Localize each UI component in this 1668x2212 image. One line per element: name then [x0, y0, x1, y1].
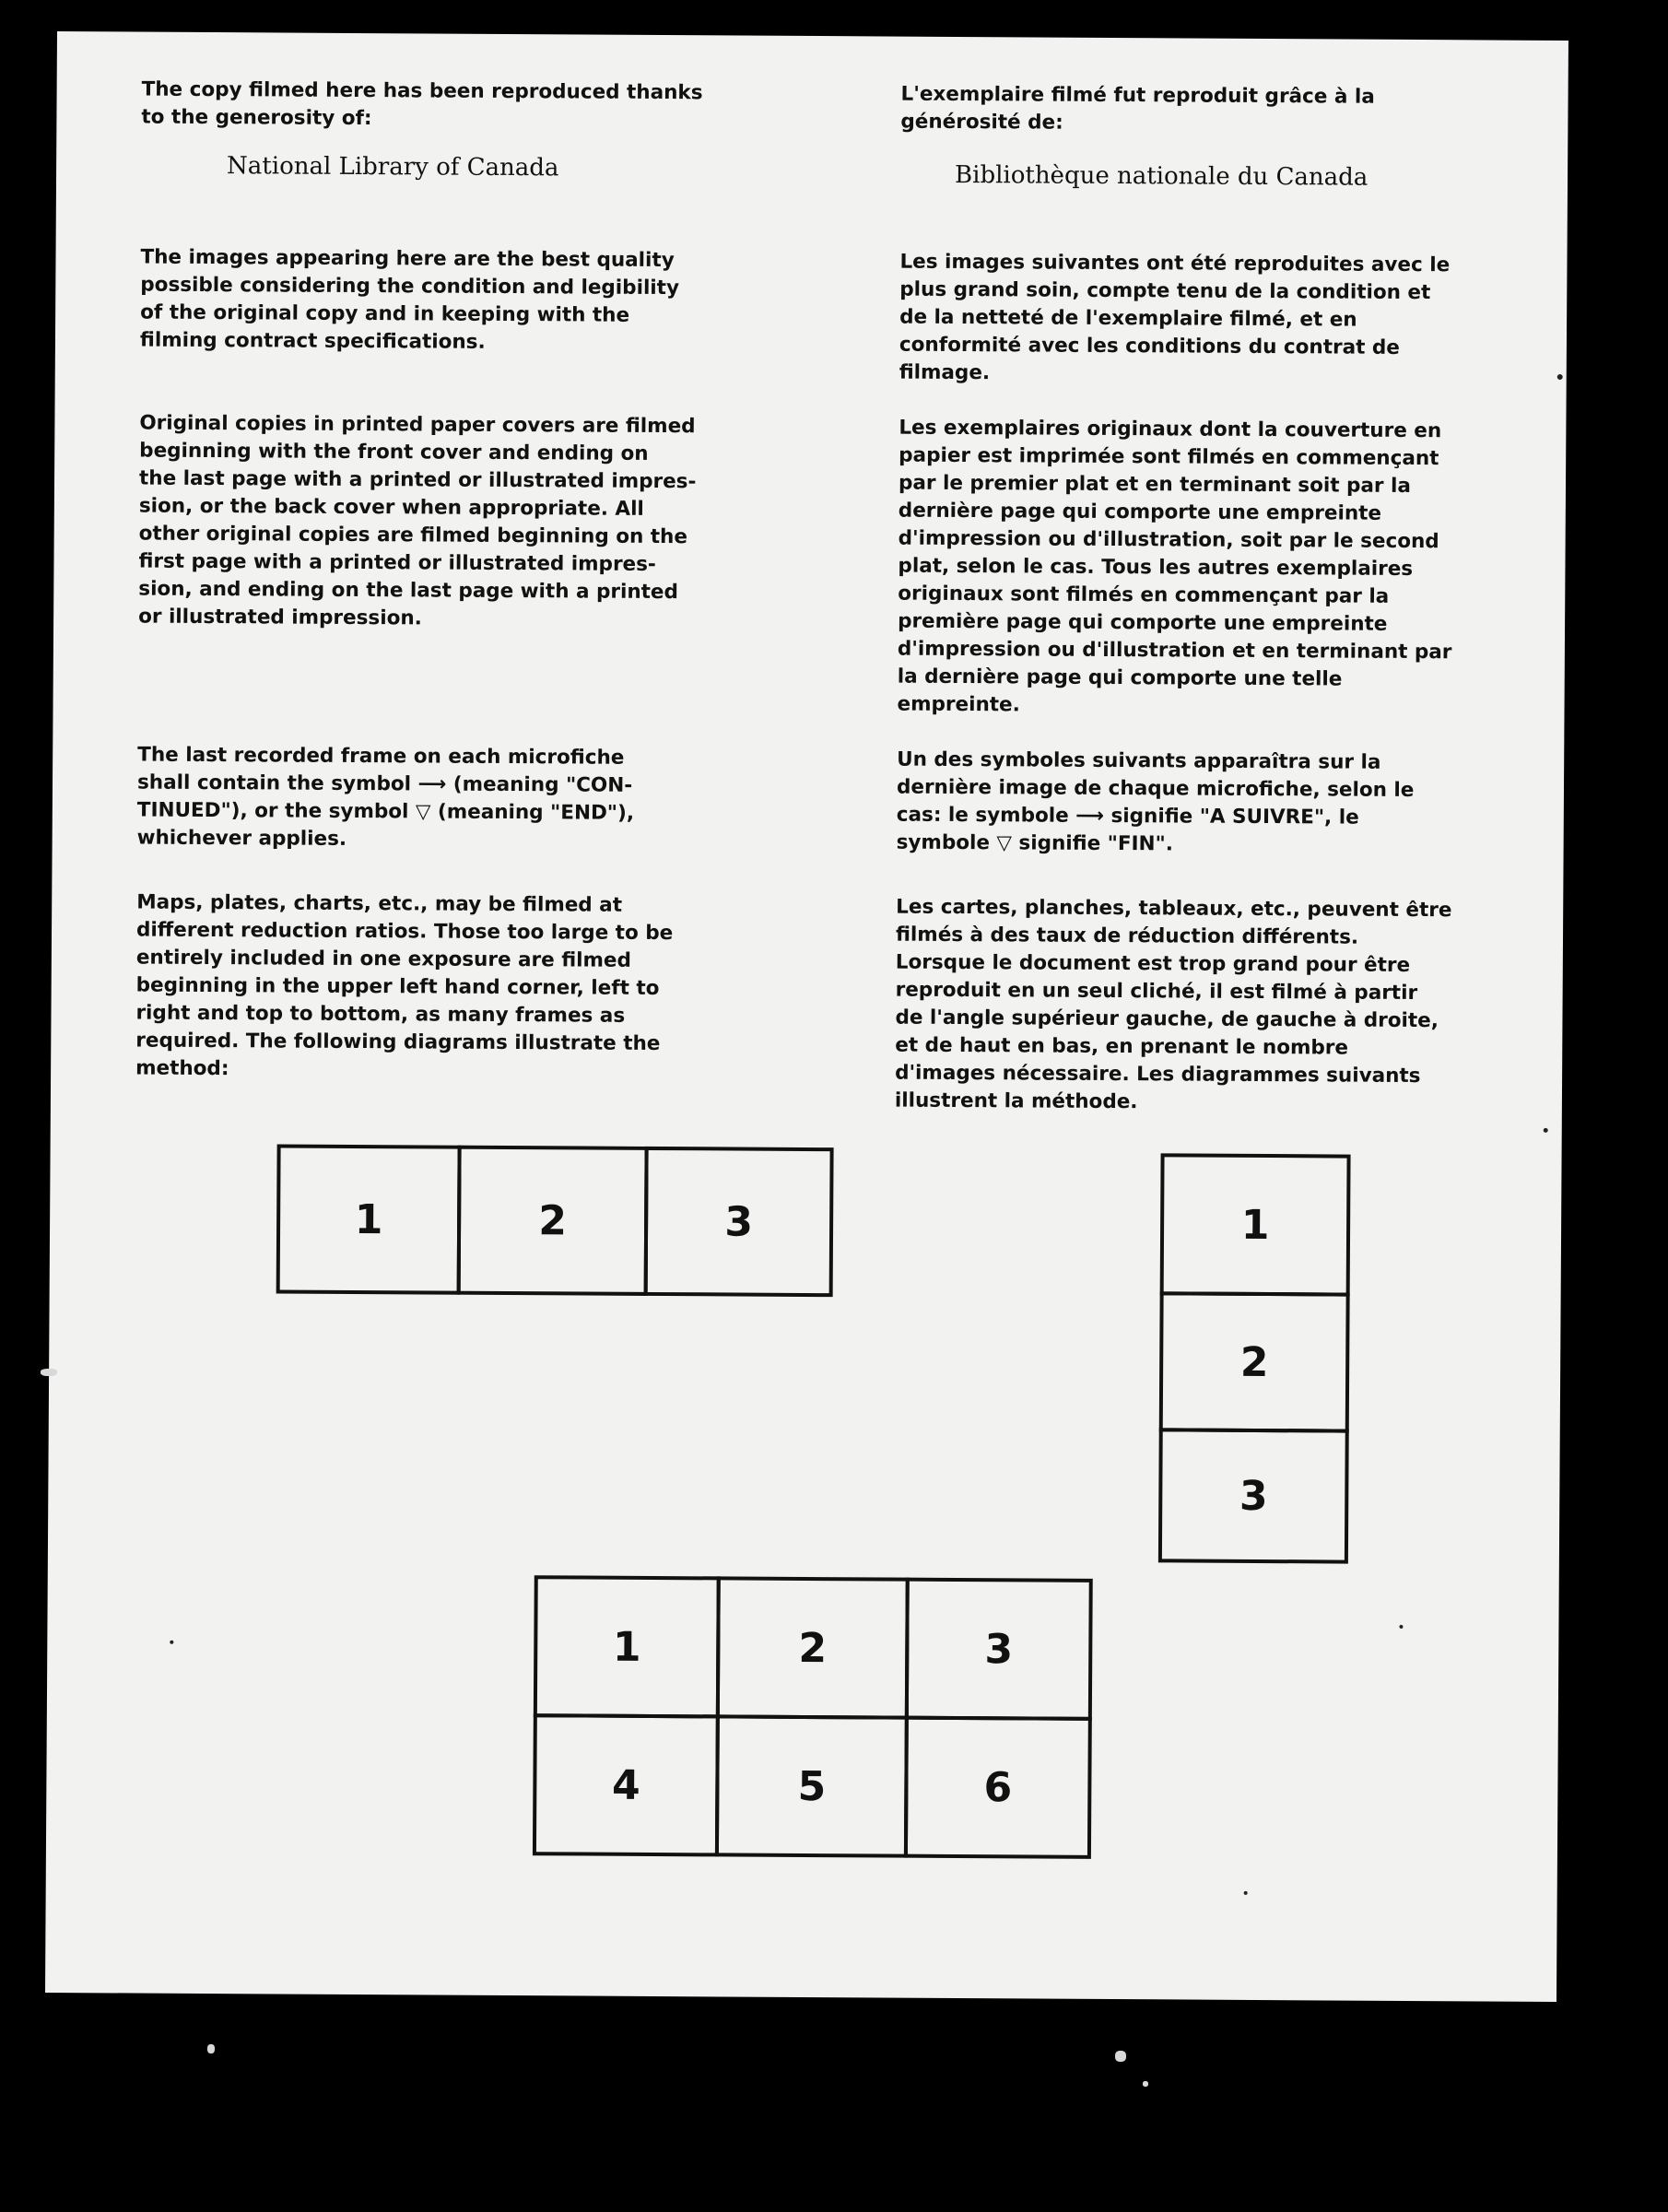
- dust-speck: [1544, 1128, 1548, 1133]
- diagram-frame: 1: [276, 1144, 462, 1294]
- diagram-frame: 2: [457, 1146, 649, 1296]
- diagram-frame: 3: [1158, 1428, 1349, 1563]
- diagram-frame: 1: [1160, 1153, 1351, 1296]
- diagram-frame: 3: [644, 1147, 834, 1297]
- symbols-text-en: The last recorded frame on each microfiche shall contain the symbol ⟶ (meaning "CON- TINUED"), or the symbol ▽ (meaning "END"), whichever applies.: [136, 743, 635, 851]
- dust-speck: [1399, 1625, 1403, 1629]
- diagram-frame: 3: [905, 1578, 1093, 1721]
- diagram-frame: 5: [715, 1714, 909, 1857]
- symbols-text-fr: Un des symboles suivants apparaîtra sur la dernière image de chaque microfiche, selon le cas: le symbole ⟶ signifie "A SUIVRE", le symbole ▽ signifie "FIN".: [896, 747, 1415, 856]
- film-scratch: [1115, 2051, 1126, 2062]
- thanks-text-fr: L'exemplaire filmé fut reproduit grâce à la générosité de:: [900, 82, 1375, 135]
- diagram-frame: 1: [534, 1575, 721, 1718]
- original-copies-text-en: Original copies in printed paper covers are filmed beginning with the front cover and ending on the last page with a printed or illustrated impres- sion, or the back cover when appropriate. All other original copies are filmed beginning on the first page with a printed or illustrated impres- sion, and ending on the last page with a printed or illustrated impression.: [138, 411, 697, 630]
- maps-text-en: Maps, plates, charts, etc., may be filmed at different reduction ratios. Those too large to be entirely included in one exposure are filmed beginning in the upper left hand corner, left to right and top to bottom, as many frames as required. The following diagrams illustrate the method:: [135, 890, 674, 1081]
- film-scratch: [41, 1369, 57, 1376]
- diagram-frame: 4: [533, 1713, 720, 1856]
- dust-speck: [1244, 1891, 1248, 1895]
- diagram-frame: 2: [1159, 1291, 1350, 1432]
- film-scratch: [1143, 2081, 1148, 2087]
- original-copies-text-fr: Les exemplaires originaux dont la couverture en papier est imprimée sont filmés en commençant par le premier plat et en terminant soit par la dernière page qui comporte une empreinte d'impression ou d'illustration, soit par le second plat, selon le cas. Tous les autres exemplaires originaux sont filmés en commençant par la première page qui comporte une empreinte d'impression ou d'illustration et en terminant par la dernière page qui comporte une telle empreinte.: [897, 416, 1452, 717]
- image-quality-text-en: The images appearing here are the best quality possible considering the condition and legibility of the original copy and in keeping with the filming contract specifications.: [139, 245, 680, 354]
- diagram-frame: 6: [904, 1716, 1092, 1859]
- library-name-fr: Bibliothèque nationale du Canada: [954, 160, 1368, 192]
- microfiche-target-sheet: [45, 31, 1568, 2002]
- image-quality-text-fr: Les images suivantes ont été reproduites avec le plus grand soin, compte tenu de la condition et de la netteté de l'exemplaire filmé, et en conformité avec les conditions du contrat de filmage.: [899, 250, 1451, 385]
- film-scratch: [207, 2044, 215, 2053]
- library-name-en: National Library of Canada: [227, 152, 559, 182]
- thanks-text-en: The copy filmed here has been reproduced thanks to the generosity of:: [141, 77, 703, 131]
- dust-speck: [1557, 374, 1563, 380]
- diagram-frame: 2: [716, 1576, 910, 1719]
- maps-text-fr: Les cartes, planches, tableaux, etc., peuvent être filmés à des taux de réduction différents. Lorsque le document est trop grand pour être reproduit en un seul cliché, il est filmé à partir de l'angle supérieur gauche, de gauche à droite, et de haut en bas, en prenant le nombre d'images nécessaire. Les diagrammes suivants illustrent la méthode.: [894, 895, 1452, 1114]
- dust-speck: [170, 1641, 173, 1644]
